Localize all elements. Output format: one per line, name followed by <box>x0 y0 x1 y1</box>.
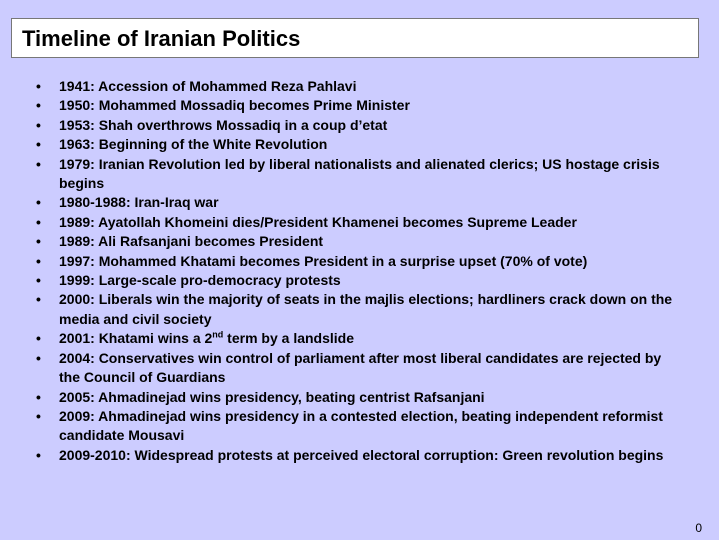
bullet-icon: • <box>36 407 41 424</box>
timeline-item <box>36 329 686 348</box>
bullet-icon: • <box>36 213 41 230</box>
bullet-icon: • <box>36 78 41 94</box>
timeline-item <box>36 193 686 212</box>
timeline-item-text-part: 2001: Khatami wins a 2 <box>59 330 213 347</box>
timeline-item <box>36 252 686 271</box>
timeline-item-text: 1950: Mohammed Mossadiq becomes Prime Minister <box>59 97 410 114</box>
timeline-item-text: 2009: Ahmadinejad wins presidency in a contested election, beating independent reformist candidate Mousavi <box>59 407 663 444</box>
timeline-item <box>36 271 686 290</box>
bullet-icon: • <box>36 388 41 405</box>
slide-title: Timeline of Iranian Politics <box>22 26 301 51</box>
bullet-icon: • <box>36 97 41 114</box>
timeline-item-text: 2005: Ahmadinejad wins presidency, beating centrist Rafsanjani <box>59 388 485 405</box>
timeline-item-text: 1980-1988: Iran-Iraq war <box>59 194 219 211</box>
timeline-item-text: 2009-2010: Widespread protests at perceived electoral corruption: Green revolution begins <box>59 446 664 463</box>
bullet-icon: • <box>36 116 41 133</box>
timeline-item-text: 1979: Iranian Revolution led by liberal nationalists and alienated clerics; US hostage crisis begins <box>59 155 660 192</box>
timeline-item-text: 1989: Ayatollah Khomeini dies/President Khamenei becomes Supreme Leader <box>59 213 577 230</box>
timeline-item-text: 2004: Conservatives win control of parliament after most liberal candidates are rejected by the Council of Guardians <box>59 349 662 386</box>
timeline-item-text: 1999: Large-scale pro-democracy protests <box>59 272 341 289</box>
timeline-item <box>36 407 686 446</box>
bullet-icon: • <box>36 252 41 269</box>
timeline-item-text: 1989: Ali Rafsanjani becomes President <box>59 233 324 250</box>
title-box <box>11 18 699 58</box>
bullet-icon: • <box>36 136 41 153</box>
bullet-icon: • <box>36 194 41 211</box>
bullet-icon: • <box>36 446 41 463</box>
timeline-item <box>36 349 686 388</box>
timeline-item <box>36 155 686 194</box>
timeline-item <box>36 116 686 135</box>
timeline-item <box>36 290 686 329</box>
timeline-item <box>36 96 686 115</box>
page-number: 0 <box>695 521 702 535</box>
timeline-item-text: 1963: Beginning of the White Revolution <box>59 136 328 153</box>
timeline-item <box>36 446 686 465</box>
bullet-icon: • <box>36 330 41 347</box>
timeline-item-text <box>59 330 354 346</box>
timeline-item-text: 1953: Shah overthrows Mossadiq in a coup d’etat <box>59 116 388 133</box>
timeline-item <box>36 232 686 251</box>
bullet-icon: • <box>36 233 41 250</box>
bullet-icon: • <box>36 291 41 308</box>
ordinal-superscript: nd <box>212 329 224 340</box>
timeline-item-text: 2000: Liberals win the majority of seats in the majlis elections; hardliners crack down on the media and civil society <box>59 291 673 327</box>
bullet-icon: • <box>36 155 41 172</box>
timeline-item <box>36 388 686 407</box>
timeline-item-text-part: term by a landslide <box>223 330 355 347</box>
timeline-item <box>36 213 686 232</box>
bullet-icon: • <box>36 349 41 366</box>
bullet-icon: • <box>36 272 41 289</box>
timeline-item <box>36 135 686 154</box>
timeline-item-text: 1941: Accession of Mohammed Reza Pahlavi <box>59 78 357 94</box>
timeline-item-text: 1997: Mohammed Khatami becomes President in a surprise upset (70% of vote) <box>59 252 588 269</box>
timeline-list <box>36 77 686 465</box>
timeline-item <box>36 77 686 96</box>
